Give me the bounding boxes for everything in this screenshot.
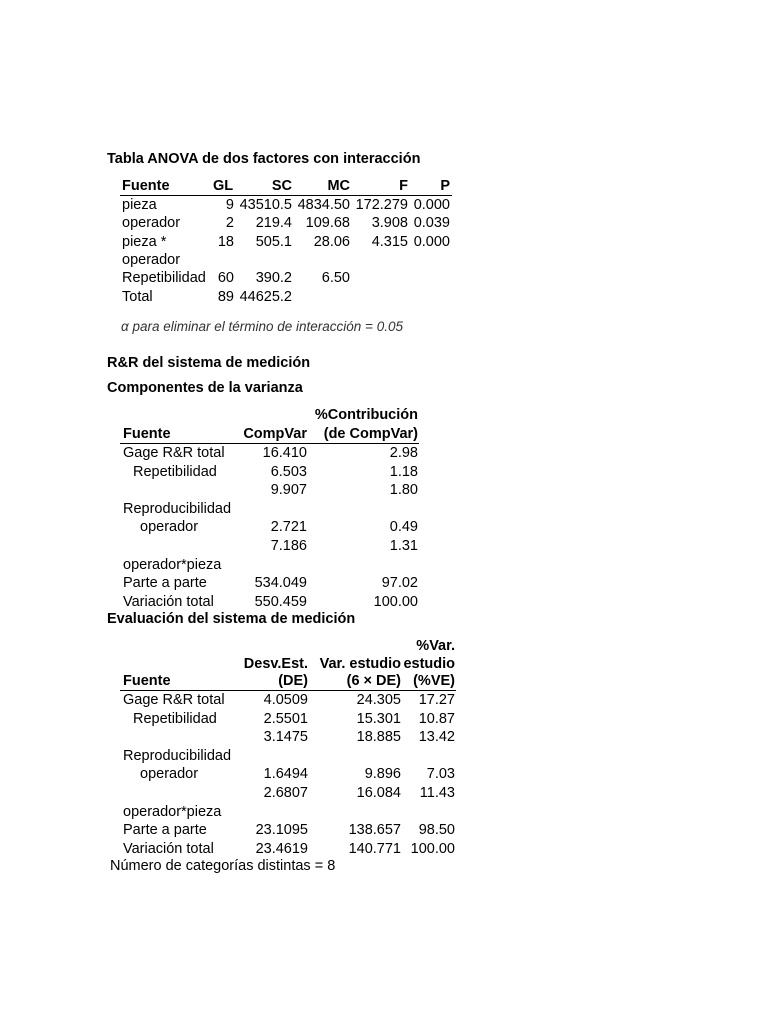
rr-contribution-value: 1.31 [389,538,418,554]
rr-source-label: Gage R&R total [123,445,225,461]
eval-pct-ve-value: 98.50 [418,822,455,839]
eval-header-fuente: Fuente [123,673,171,689]
rr-source-label: Repetibilidad [133,463,217,480]
anova-title: Tabla ANOVA de dos factores con interacción [107,151,421,167]
eval-header-desv-est: Desv.Est. [243,656,308,672]
anova-cell: 44625.2 [239,288,292,305]
rr-contribution-value: 1.18 [389,463,418,480]
eval-pct-ve-value: 100.00 [410,840,455,857]
eval-de-value: 2.5501 [263,710,308,727]
anova-header-fuente: Fuente [122,178,170,194]
eval-header-de: (DE) [278,673,308,689]
rr-compvar-value: 7.186 [270,538,307,554]
anova-alpha-note: α para eliminar el término de interacción = 0.05 [121,319,403,334]
eval-pct-ve-value: 17.27 [418,692,455,708]
rr-source-label: operador [140,519,199,536]
rr-source-label: Parte a parte [123,575,207,592]
rr-compvar-value: 6.503 [270,463,307,480]
eval-6de-value: 9.896 [364,766,401,783]
rr-header-contribution: %Contribución [314,407,418,423]
anova-cell: 109.68 [305,215,350,232]
rr-compvar-value: 2.721 [270,519,307,536]
anova-cell: 2 [225,215,234,232]
rr-contribution-value: 2.98 [389,445,418,461]
eval-header-var-estudio: Var. estudio [319,656,401,672]
anova-cell: 28.06 [313,233,350,250]
anova-cell: 9 [225,197,234,213]
anova-cell: 0.000 [413,197,450,213]
anova-cell: 0.000 [413,233,450,250]
rr-header-fuente: Fuente [123,426,171,442]
eval-source-label: Reproducibilidad [123,747,232,764]
anova-cell: operador [122,215,181,232]
rr-source-label: Variación total [123,593,214,610]
anova-cell: 6.50 [321,270,350,287]
eval-pct-ve-value: 7.03 [426,766,455,783]
anova-header-sc: SC [271,178,292,194]
eval-header-pct-ve: (%VE) [413,673,455,689]
rr-source-label: operador*pieza [123,556,222,573]
rr-compvar-value: 16.410 [262,445,307,461]
eval-de-value: 2.6807 [263,785,308,801]
anova-cell: 4834.50 [297,197,350,213]
eval-6de-value: 18.885 [356,729,401,746]
eval-de-value: 23.4619 [255,840,308,857]
anova-cell: 3.908 [371,215,408,232]
anova-cell: 172.279 [355,197,408,213]
anova-cell: 60 [217,270,234,287]
eval-de-value: 3.1475 [263,729,308,746]
rr-compvar-value: 534.049 [254,575,307,592]
eval-pct-ve-value: 10.87 [418,710,455,727]
anova-cell: pieza * [122,233,167,250]
rr-header-compvar: CompVar [243,426,307,442]
distinct-categories-note: Número de categorías distintas = 8 [110,858,336,874]
rr-title: R&R del sistema de medición [107,355,311,371]
eval-6de-value: 16.084 [356,785,401,801]
anova-cell: 43510.5 [239,197,292,213]
anova-header-mc: MC [327,178,350,194]
eval-pct-ve-value: 11.43 [419,785,455,801]
anova-cell: 0.039 [413,215,450,232]
rr-compvar-value: 9.907 [270,482,307,499]
anova-header-f: F [399,178,408,194]
anova-cell: 390.2 [255,270,292,287]
eval-6de-value: 138.657 [348,822,401,839]
anova-cell: Total [122,288,153,305]
rr-contribution-value: 100.00 [373,593,418,610]
anova-cell: 219.4 [255,215,292,232]
eval-header-estudio: estudio [403,656,455,672]
rr-contribution-value: 97.02 [381,575,418,592]
eval-de-value: 1.6494 [263,766,308,783]
anova-cell: 89 [217,288,234,305]
anova-cell: 505.1 [255,233,292,250]
rr-header-de-compvar: (de CompVar) [323,426,418,442]
anova-header-gl: GL [213,178,234,194]
rr-compvar-value: 550.459 [254,593,307,610]
rr-source-label: Reproducibilidad [123,500,232,517]
anova-cell: pieza [122,197,157,213]
anova-cell: operador [122,251,181,268]
eval-header-pct-var: %Var. [416,638,455,654]
eval-de-value: 4.0509 [263,692,308,708]
eval-source-label: operador*pieza [123,803,222,820]
eval-source-label: Parte a parte [123,822,207,839]
eval-pct-ve-value: 13.42 [418,729,455,746]
eval-source-label: Repetibilidad [133,710,217,727]
eval-source-label: Variación total [123,840,214,857]
eval-source-label: Gage R&R total [123,692,225,708]
eval-6de-value: 15.301 [356,710,401,727]
anova-cell: Repetibilidad [122,270,206,287]
eval-6de-value: 140.771 [348,840,401,857]
rr-contribution-value: 1.80 [389,482,418,499]
anova-cell: 4.315 [371,233,408,250]
eval-6de-value: 24.305 [356,692,401,708]
anova-cell: 18 [217,233,234,250]
anova-header-p: P [440,178,450,194]
eval-source-label: operador [140,766,199,783]
eval-header-6de: (6 × DE) [346,673,401,689]
rr-contribution-value: 0.49 [389,519,418,536]
eval-de-value: 23.1095 [255,822,308,839]
rr-subtitle: Componentes de la varianza [107,380,303,396]
eval-title: Evaluación del sistema de medición [107,611,356,627]
